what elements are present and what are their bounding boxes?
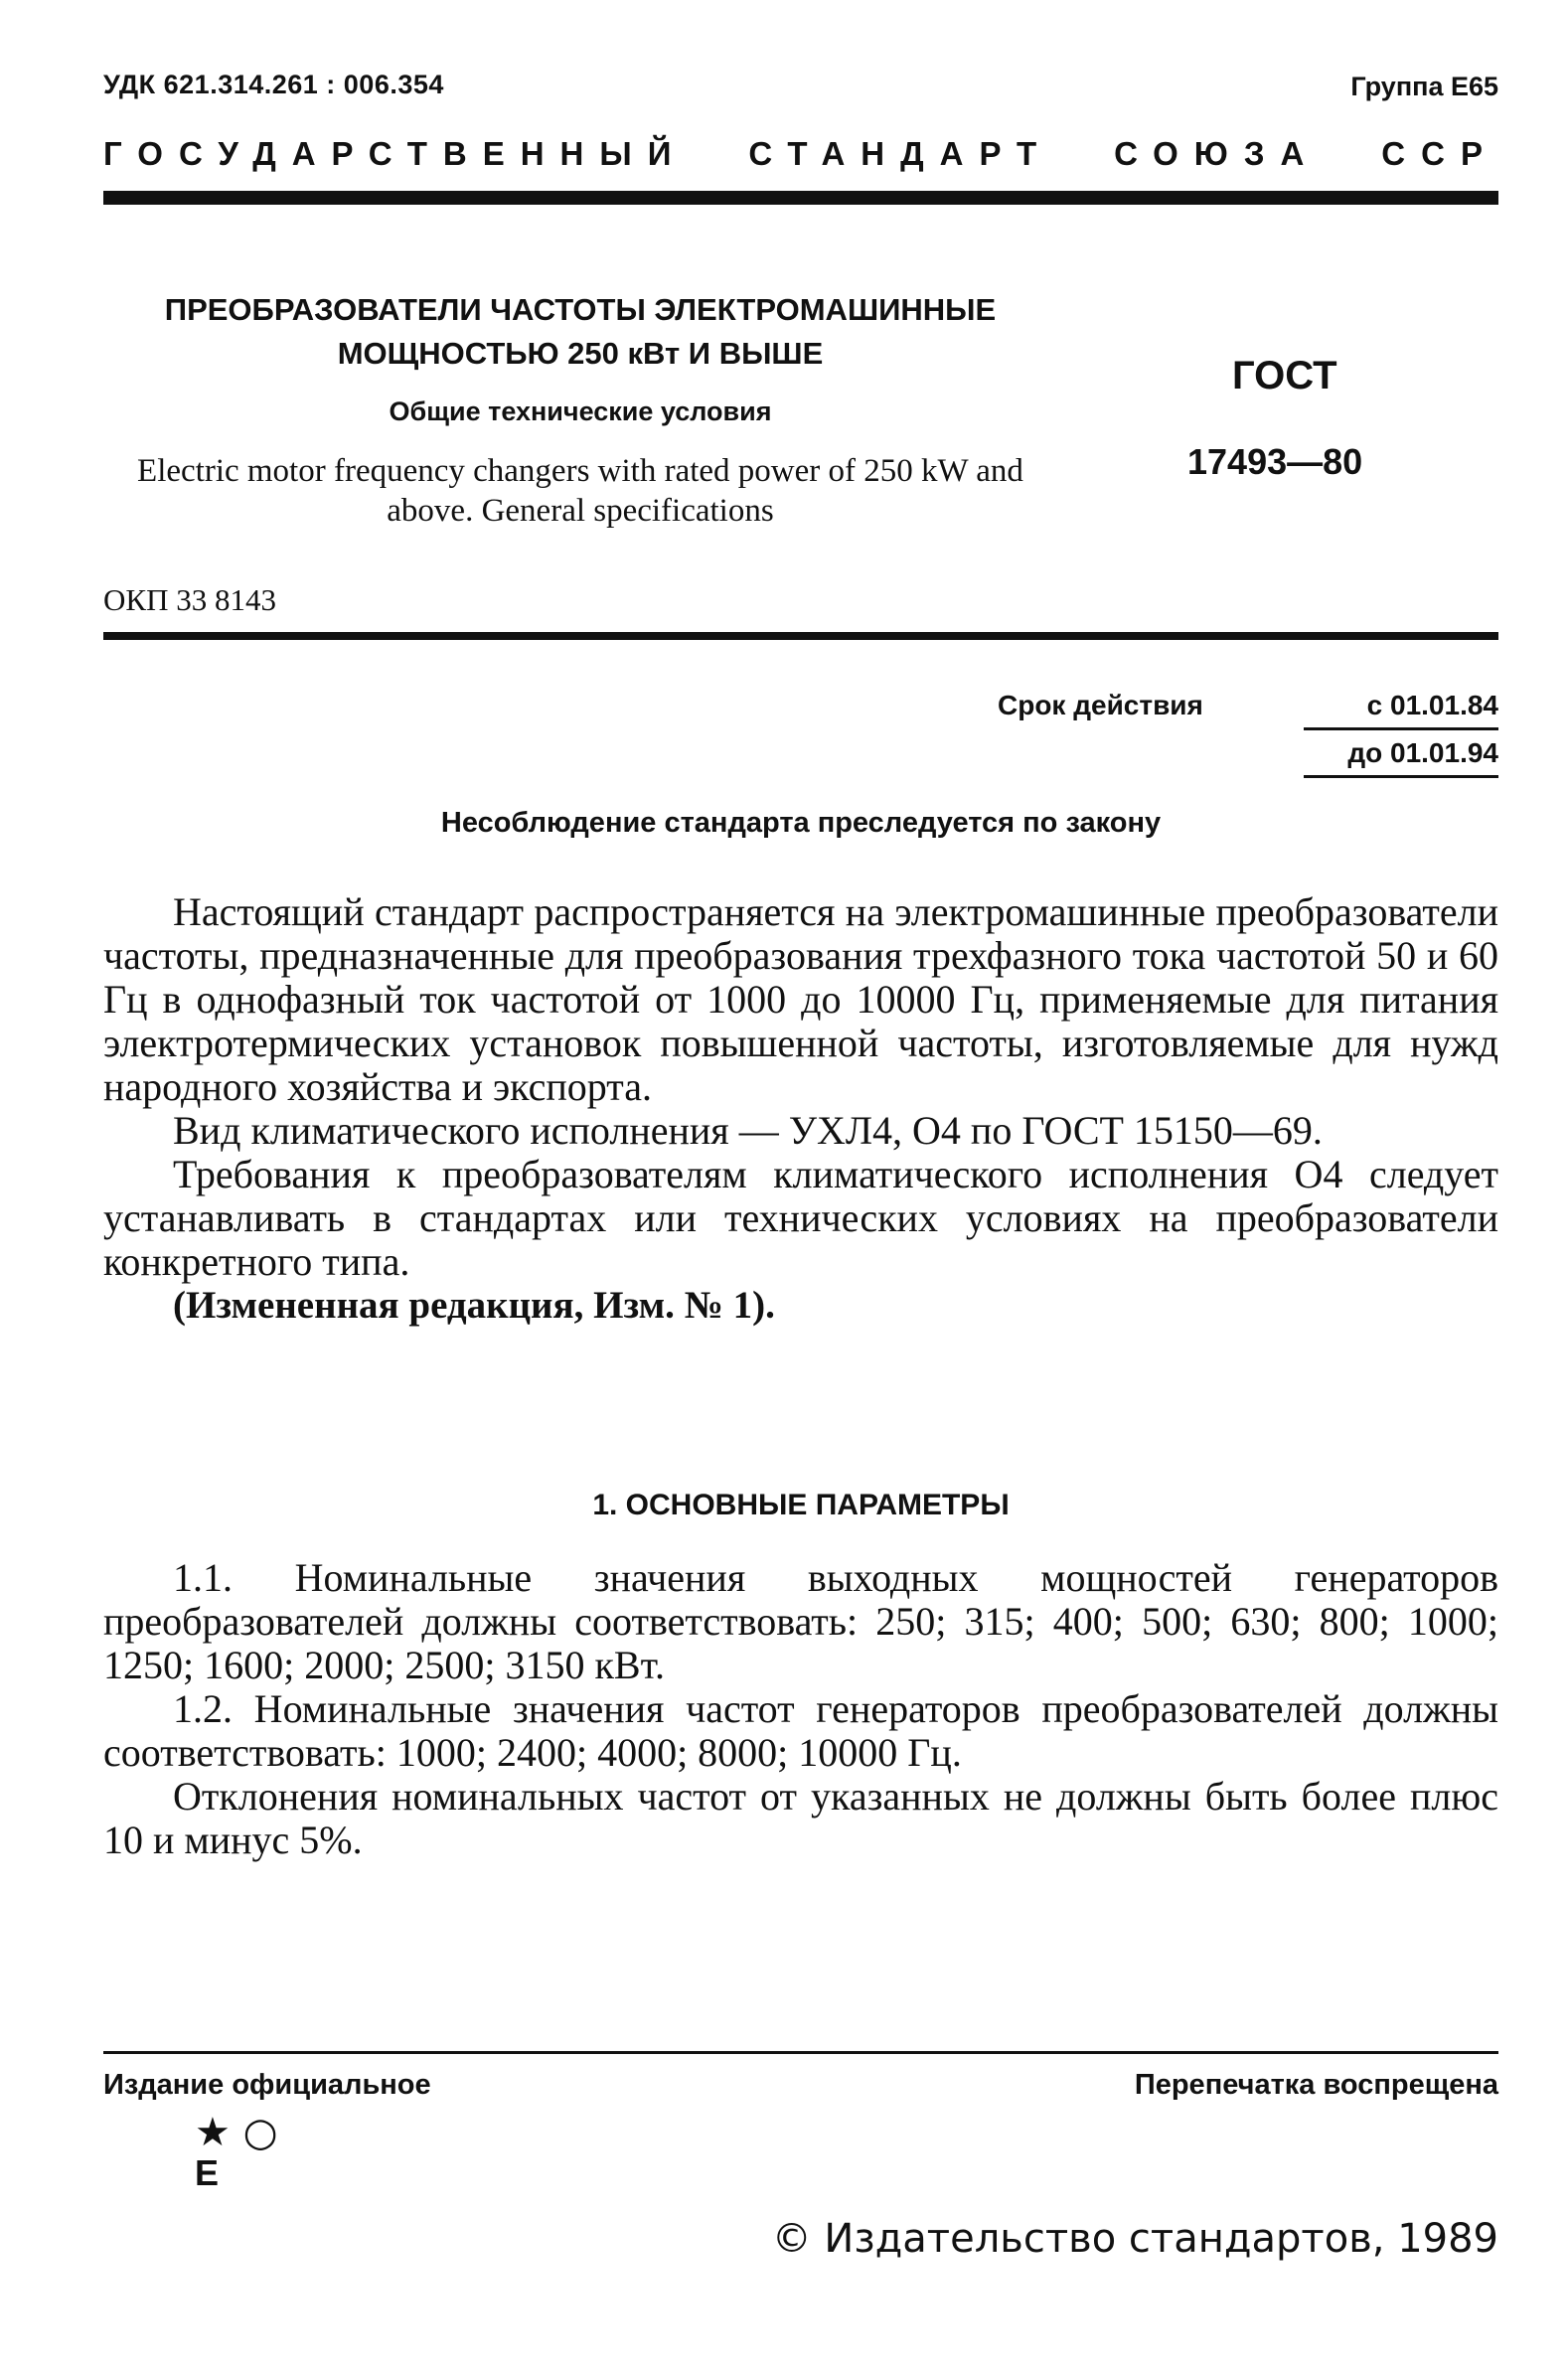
enforcement-notice: Несоблюдение стандарта преследуется по закону <box>440 807 1162 839</box>
star-circle-marks: ★ ○ <box>195 2110 278 2155</box>
title-block <box>103 288 1057 531</box>
top-rule <box>103 191 1498 205</box>
gost-number: 17493—80 <box>1187 441 1363 482</box>
mark-e: Е <box>195 2152 220 2193</box>
bottom-rule <box>103 2051 1498 2054</box>
validity-to: до 01.01.94 <box>1304 737 1498 778</box>
clause-1-2: 1.2. Номинальные значения частот генераторов преобразователей должны соответствовать: 1000; 2400; 4000; 8000; 10000 Гц. <box>103 1686 1498 1775</box>
state-word-4: ССР <box>1381 135 1498 172</box>
state-standard-title <box>103 135 1498 173</box>
state-word-1: ГОСУДАРСТВЕННЫЙ <box>103 135 688 172</box>
title-subtitle: Общие технические условия <box>389 396 772 426</box>
title-line-2: МОЩНОСТЬЮ 250 кВт И ВЫШЕ <box>337 336 824 371</box>
clause-1-1: 1.1. Номинальные значения выходных мощностей генераторов преобразователей должны соответствовать: 250; 315; 400; 500; 630; 800; 1000; 1250; 1600; 2000; 2500; 3150 кВт. <box>103 1555 1498 1687</box>
state-word-3: СОЮЗА <box>1114 135 1321 172</box>
middle-rule <box>103 632 1498 640</box>
okp-code: ОКП 33 8143 <box>103 582 276 617</box>
udk-code: УДК 621.314.261 : 006.354 <box>103 70 444 99</box>
title-line-1: ПРЕОБРАЗОВАТЕЛИ ЧАСТОТЫ ЭЛЕКТРОМАШИННЫЕ <box>164 292 997 327</box>
intro-section <box>103 890 1498 1328</box>
intro-paragraph-2: Вид климатического исполнения — УХЛ4, О4 по ГОСТ 15150—69. <box>173 1108 1323 1153</box>
amendment-note: (Измененная редакция, Изм. № 1). <box>173 1284 775 1327</box>
gost-label: ГОСТ <box>1232 354 1337 397</box>
section-1-body <box>103 1556 1498 1862</box>
edition-label: Издание официальное <box>103 2069 431 2101</box>
copyright-notice: © Издательство стандартов, 1989 <box>771 2216 1498 2262</box>
section-heading: 1. ОСНОВНЫЕ ПАРАМЕТРЫ <box>592 1489 1010 1521</box>
validity-label: Срок действия <box>998 690 1203 720</box>
intro-paragraph-1: Настоящий стандарт распространяется на электромашинные преобразователи частоты, предназначенные для преобразования трехфазного тока частотой 50 и 60 Гц в однофазный ток частотой от 1000 до 10000 Гц, применяемые для питания электротермических установок повышенной частоты, изготовляемые для нужд народного хозяйства и экспорта. <box>103 889 1498 1109</box>
validity-from: с 01.01.84 <box>1304 690 1498 730</box>
reprint-notice: Перепечатка воспрещена <box>1134 2069 1498 2101</box>
clause-1-2-deviation: Отклонения номинальных частот от указанных не должны быть более плюс 10 и минус 5%. <box>103 1774 1498 1862</box>
group-code: Группа Е65 <box>1350 72 1498 101</box>
intro-paragraph-3: Требования к преобразователям климатического исполнения О4 следует устанавливать в стандартах или технических условиях на преобразователи конкретного типа. <box>103 1152 1498 1284</box>
state-word-2: СТАНДАРТ <box>748 135 1053 172</box>
title-english: Electric motor frequency changers with rated power of 250 kW and above. General specifications <box>137 453 1023 529</box>
